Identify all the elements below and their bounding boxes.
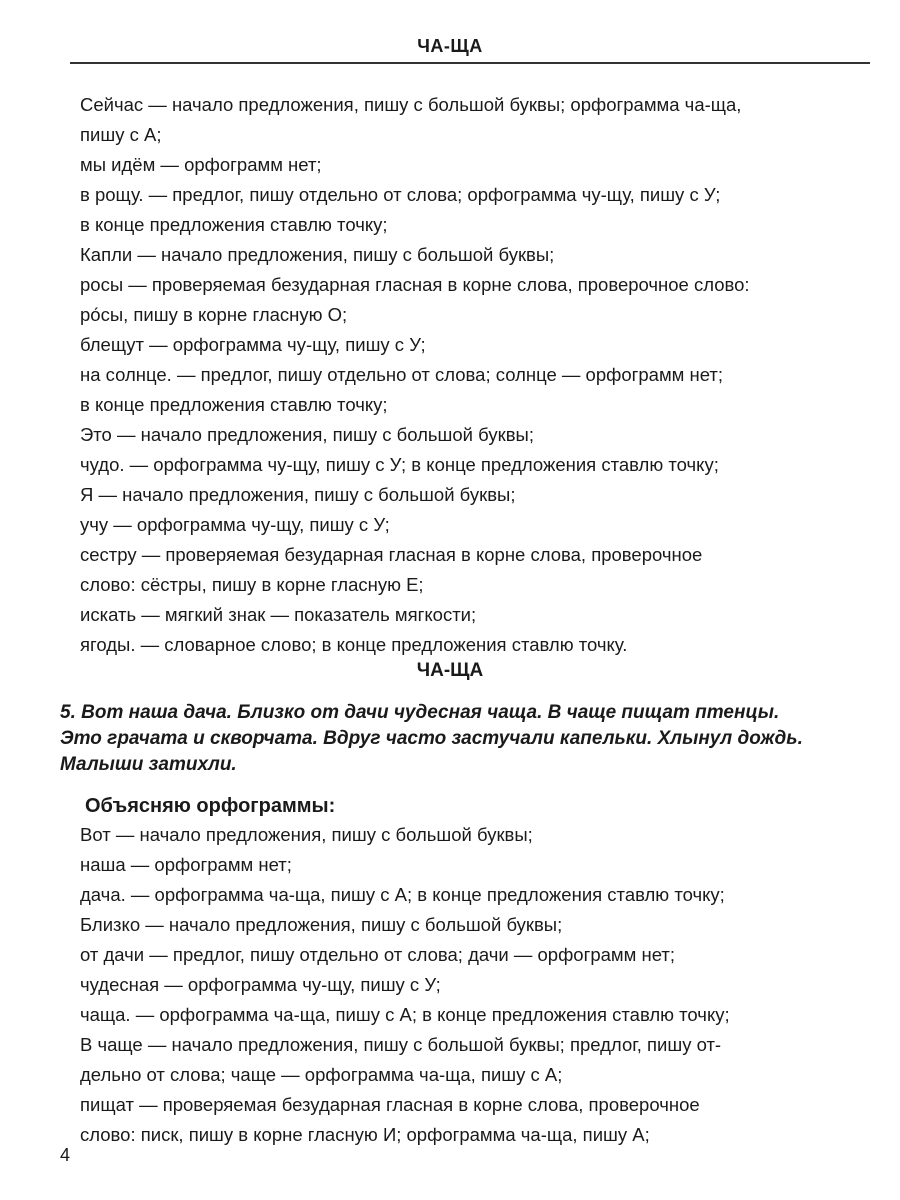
text-line: от дачи — предлог, пишу отдельно от слова; дачи — орфограмм нет; [80, 944, 675, 965]
text-line: наша — орфограмм нет; [80, 854, 292, 875]
text-line: блещут — орфограмма чу-щу, пишу с У; [80, 334, 426, 355]
text-line: Вот — начало предложения, пишу с большой буквы; [80, 824, 533, 845]
text-line: Это — начало предложения, пишу с большой буквы; [80, 424, 534, 445]
explanations-heading: Объясняю орфограммы: [85, 795, 336, 817]
text-line: слово: писк, пишу в корне гласную И; орфограмма ча-ща, пишу А; [80, 1124, 650, 1145]
text-line: пищат — проверяемая безударная гласная в корне слова, проверочное [80, 1094, 700, 1115]
text-line: мы идём — орфограмм нет; [80, 154, 322, 175]
text-line: пишу с А; [80, 124, 162, 145]
text-line: росы — проверяемая безударная гласная в корне слова, проверочное слово: [80, 274, 750, 295]
page-number: 4 [60, 1145, 71, 1165]
text-line: дельно от слова; чаще — орфограмма ча-ща, пишу с А; [80, 1064, 563, 1085]
text-line: Капли — начало предложения, пишу с большой буквы; [80, 244, 555, 265]
section-title: ЧА-ЩА [416, 660, 484, 681]
text-line: Близко — начало предложения, пишу с большой буквы; [80, 914, 563, 935]
text-line: учу — орфограмма чу-щу, пишу с У; [80, 514, 390, 535]
text-line: Я — начало предложения, пишу с большой буквы; [80, 484, 516, 505]
text-line: искать — мягкий знак — показатель мягкости; [80, 604, 477, 625]
text-line: чудесная — орфограмма чу-щу, пишу с У; [80, 974, 441, 995]
text-line: дача. — орфограмма ча-ща, пишу с А; в конце предложения ставлю точку; [80, 884, 725, 905]
exercise-line: Малыши затихли. [60, 754, 237, 775]
text-line: в конце предложения ставлю точку; [80, 394, 388, 415]
header-rule [70, 62, 870, 64]
exercise-line: Это грачата и скворчата. Вдруг часто застучали капельки. Хлынул дождь. [60, 728, 803, 749]
text-line: чаща. — орфограмма ча-ща, пишу с А; в конце предложения ставлю точку; [80, 1004, 730, 1025]
text-line: ро́сы, пишу в корне гласную О; [80, 304, 348, 325]
explanations-block-2 [80, 820, 870, 1150]
text-line: ягоды. — словарное слово; в конце предложения ставлю точку. [80, 634, 628, 655]
text-line: Сейчас — начало предложения, пишу с большой буквы; орфограмма ча-ща, [80, 94, 742, 115]
exercise-line: 5. Вот наша дача. Близко от дачи чудесная чаща. В чаще пищат птенцы. [60, 702, 780, 723]
text-line: на солнце. — предлог, пишу отдельно от слова; солнце — орфограмм нет; [80, 364, 724, 385]
explanations-block-1 [80, 90, 870, 660]
exercise-5 [60, 700, 870, 778]
text-line: сестру — проверяемая безударная гласная в корне слова, проверочное [80, 544, 703, 565]
text-line: В чаще — начало предложения, пишу с большой буквы; предлог, пишу от- [80, 1034, 722, 1055]
page-header-title: ЧА-ЩА [417, 36, 483, 56]
text-line: слово: сёстры, пишу в корне гласную Е; [80, 574, 424, 595]
text-line: в рощу. — предлог, пишу отдельно от слова; орфограмма чу-щу, пишу с У; [80, 184, 721, 205]
text-line: в конце предложения ставлю точку; [80, 214, 388, 235]
text-line: чудо. — орфограмма чу-щу, пишу с У; в конце предложения ставлю точку; [80, 454, 719, 475]
